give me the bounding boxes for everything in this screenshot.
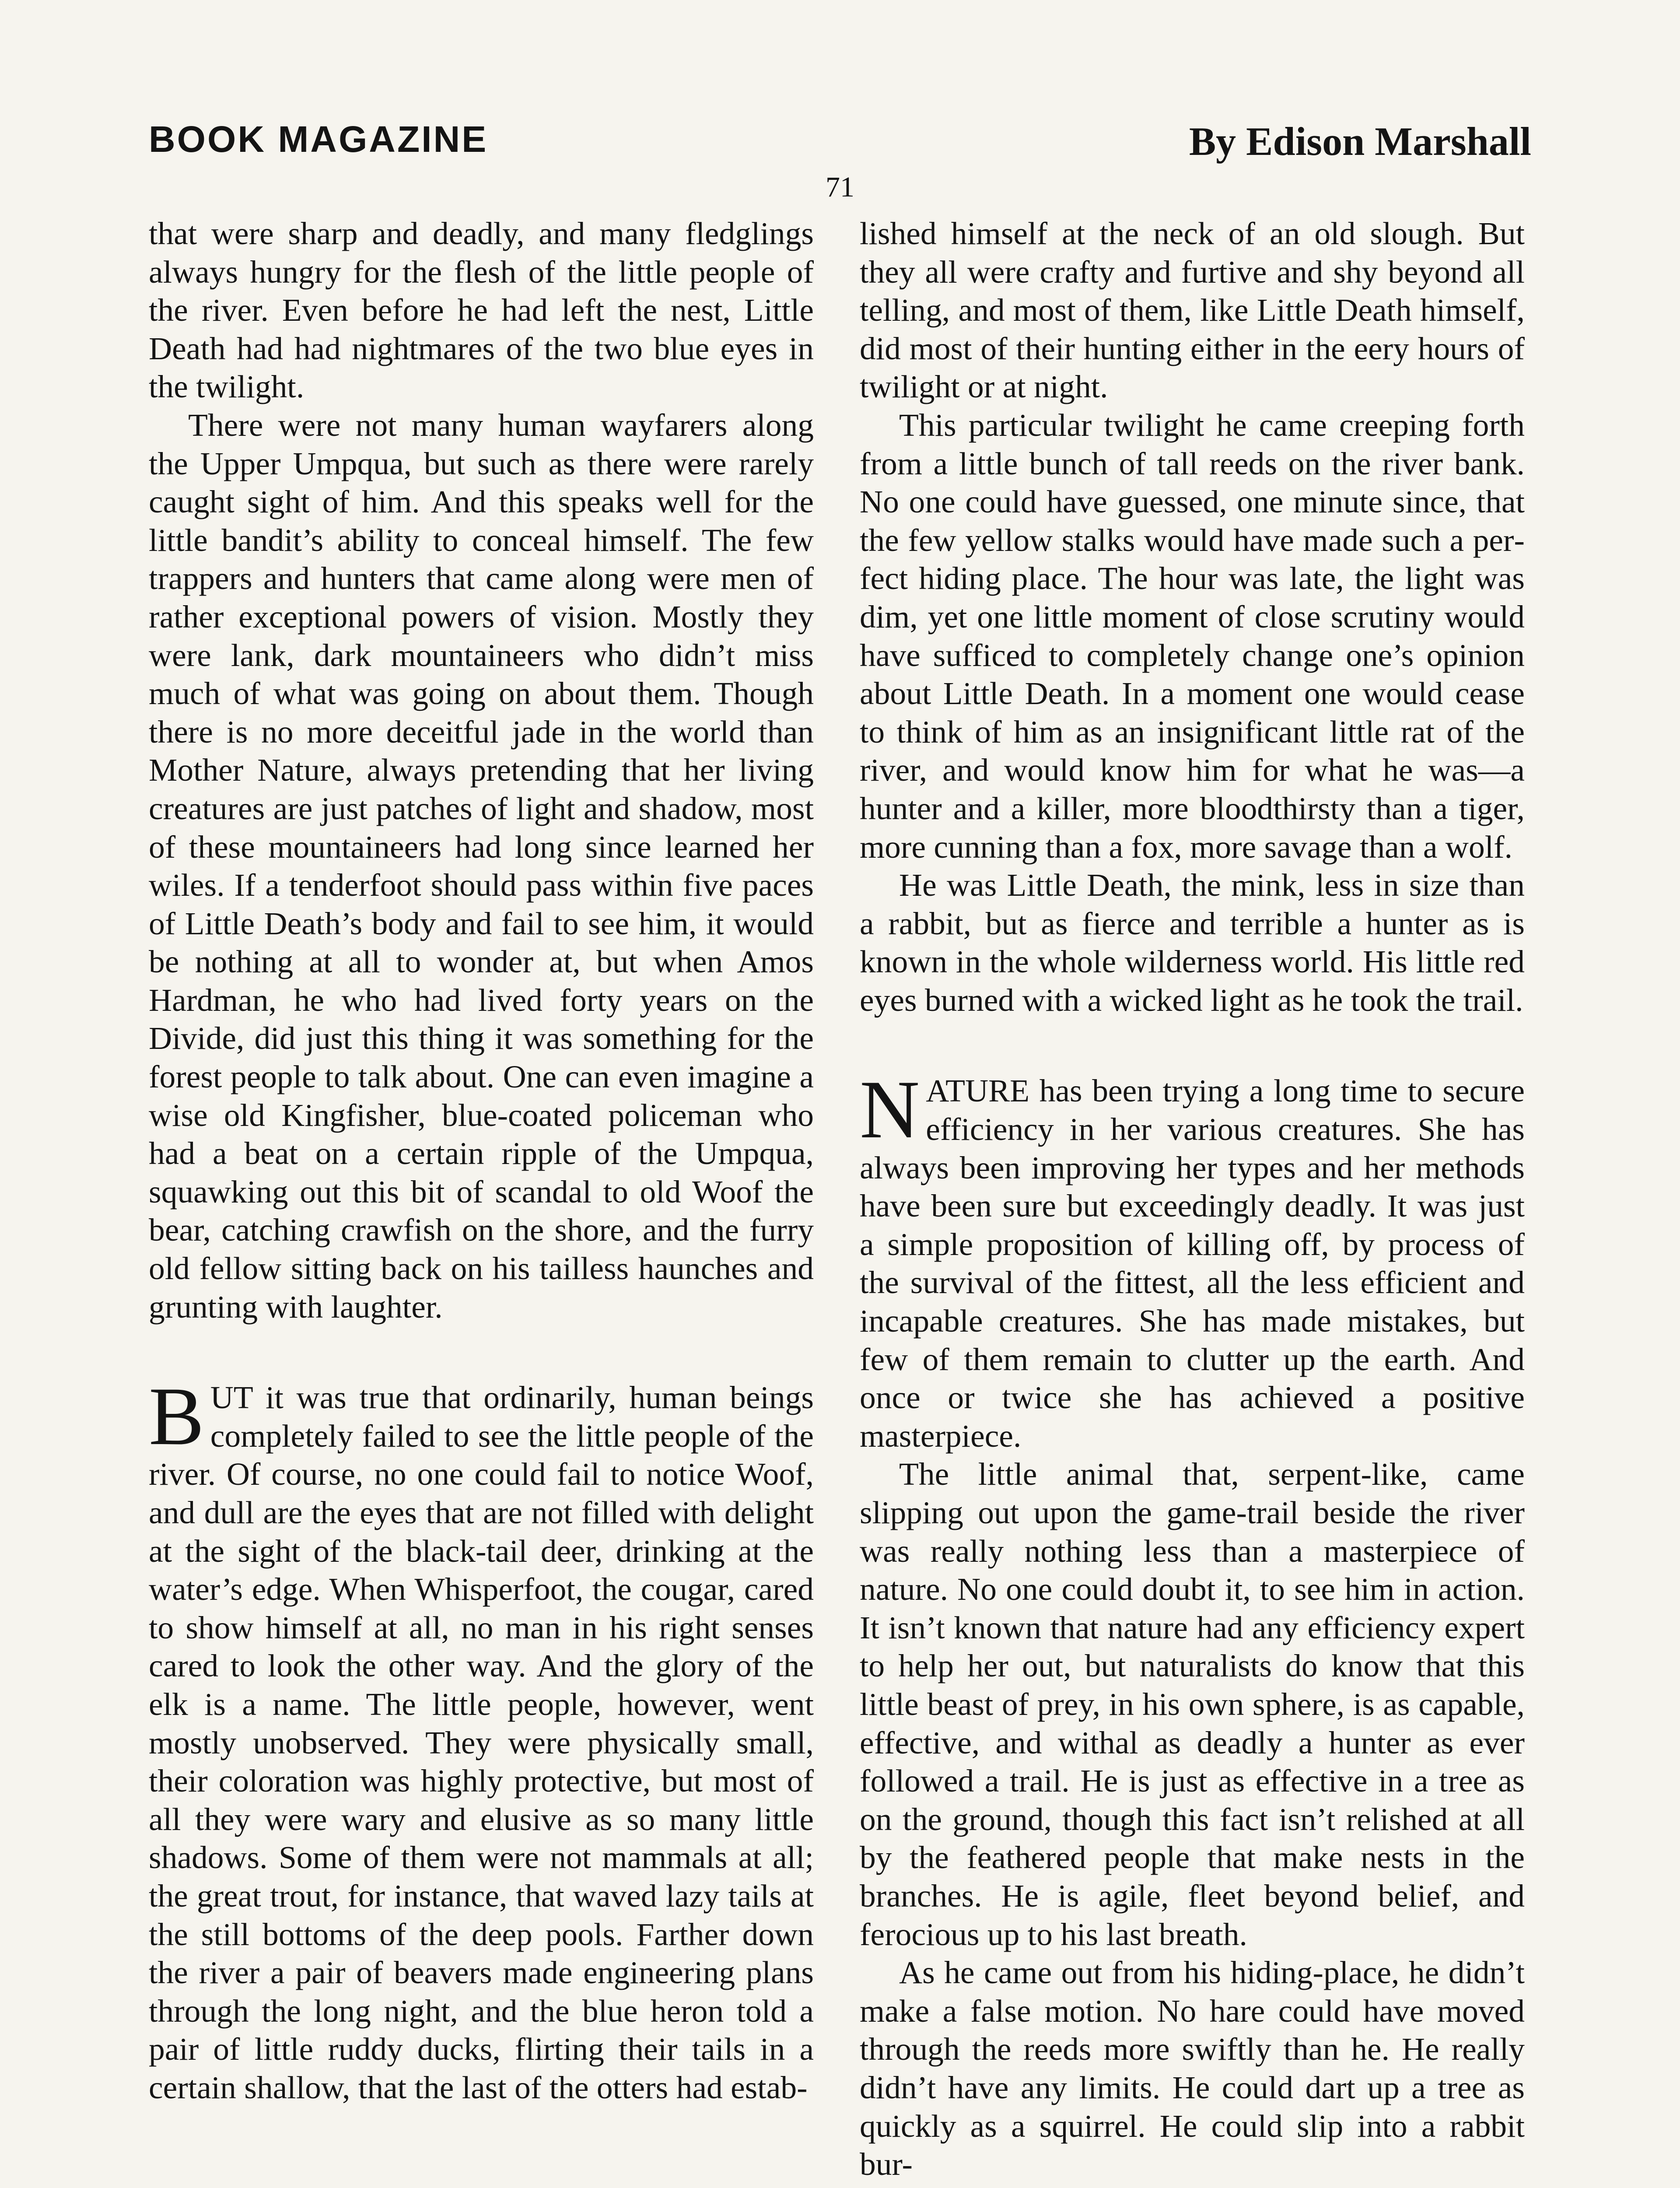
running-head	[149, 118, 1531, 166]
drop-cap: B	[149, 1371, 204, 1463]
paragraph-text: UT it was true that ordinarily, human beings completely failed to see the little people of the river. Of course, no one could fail to notice Woof, and dull are the eyes that are not filled with delight at the sight of the black-tail deer, drinking at the water’s edge. When Whisperfoot, the cougar, cared to show himself at all, no man in his right senses cared to look the other way. And the glory of the elk is a name. The little people, however, went mostly unobserved. They were physically small, their coloration was highly protective, but most of all they were wary and elusive as so many little shadows. Some of them were not mammals at all; the great trout, for instance, that waved lazy tails at the still bottoms of the deep pools. Farther down the river a pair of beavers made engineering plans through the long night, and the blue heron told a pair of little ruddy ducks, flirting their tails in a certain shallow, that the last of the otters had estab-	[149, 1380, 814, 2105]
paragraph: This particular twilight he came creeping forth from a little bunch of tall reeds on the river bank. No one could have guessed, one minute since, that the few yellow stalks would have made such a perfect hiding place. The hour was late, the light was dim, yet one little moment of close scrutiny would have sufficed to completely change one’s opinion about Little Death. In a moment one would cease to think of him as an insignificant little rat of the river, and would know him for what he was—a hunter and a killer, more bloodthirsty than a tiger, more cunning than a fox, more savage than a wolf.	[860, 407, 1525, 865]
paragraph: He was Little Death, the mink, less in size than a rabbit, but as fierce and terrible a hunter as is known in the whole wilderness world. His little red eyes burned with a wicked light as he took the trail.	[860, 867, 1525, 1018]
right-column	[860, 214, 1525, 2184]
left-column	[149, 214, 814, 2107]
page-number: 71	[826, 171, 854, 203]
magazine-title: BOOK MAGAZINE	[149, 119, 488, 160]
section-break	[149, 1326, 814, 1378]
section-break	[860, 1019, 1525, 1072]
paragraph: that were sharp and deadly, and many fledglings always hungry for the flesh of the little people of the river. Even before he had left the nest, Little Death had had nightmares of the two blue eyes in the twilight.	[149, 216, 814, 405]
drop-cap: N	[860, 1064, 920, 1156]
author-byline: By Edison Marshall	[1189, 119, 1531, 164]
paragraph-with-dropcap	[149, 1371, 814, 2107]
paragraph-with-dropcap	[860, 1064, 1525, 1455]
paragraph: lished himself at the neck of an old slough. But they all were crafty and furtive and shy beyond all telling, and most of them, like Little Death himself, did most of their hunting either in the eery hours of twilight or at night.	[860, 216, 1525, 405]
paragraph: The little animal that, serpent-like, came slipping out upon the game-trail beside the river was really nothing less than a masterpiece of nature. No one could doubt it, to see him in action. It isn’t known that nature had any efficiency expert to help her out, but naturalists do know that this little beast of prey, in his own sphere, is as capable, effective, and withal as deadly a hunter as ever followed a trail. He is just as effective in a tree as on the ground, though this fact isn’t relished at all by the feathered people that make nests in the branches. He is agile, fleet beyond belief, and ferocious up to his last breath.	[860, 1456, 1525, 1952]
paragraph-text: ATURE has been trying a long time to secure efficiency in her various creatures. She has always been improving her types and her methods have been sure but exceedingly deadly. It was just a simple proposition of killing off, by process of the survival of the fittest, all the less efficient and incapable creatures. She has made mistakes, but few of them remain to clutter up the earth. And once or twice she has achieved a positive masterpiece.	[860, 1073, 1525, 1454]
paragraph: As he came out from his hiding-place, he didn’t make a false motion. No hare could have moved through the reeds more swiftly than he. He really didn’t have any limits. He could dart up a tree as quickly as a squirrel. He could slip into a rabbit bur-	[860, 1955, 1525, 2182]
paragraph: There were not many human wayfarers along the Upper Umpqua, but such as there were rarely caught sight of him. And this speaks well for the little bandit’s ability to conceal himself. The few trappers and hunters that came along were men of rather exceptional powers of vision. Mostly they were lank, dark mountaineers who didn’t miss much of what was going on about them. Though there is no more deceitful jade in the world than Mother Nature, always pretending that her living creatures are just patches of light and shadow, most of these mountaineers had long since learned her wiles. If a tenderfoot should pass within five paces of Little Death’s body and fail to see him, it would be nothing at all to wonder at, but when Amos Hardman, he who had lived forty years on the Divide, did just this thing it was something for the forest people to talk about. One can even imagine a wise old Kingfisher, blue-coated policeman who had a beat on a certain ripple of the Umpqua, squawking out this bit of scandal to old Woof the bear, catching crawfish on the shore, and the furry old fellow sitting back on his tailless haunches and grunting with laughter.	[149, 407, 814, 1325]
